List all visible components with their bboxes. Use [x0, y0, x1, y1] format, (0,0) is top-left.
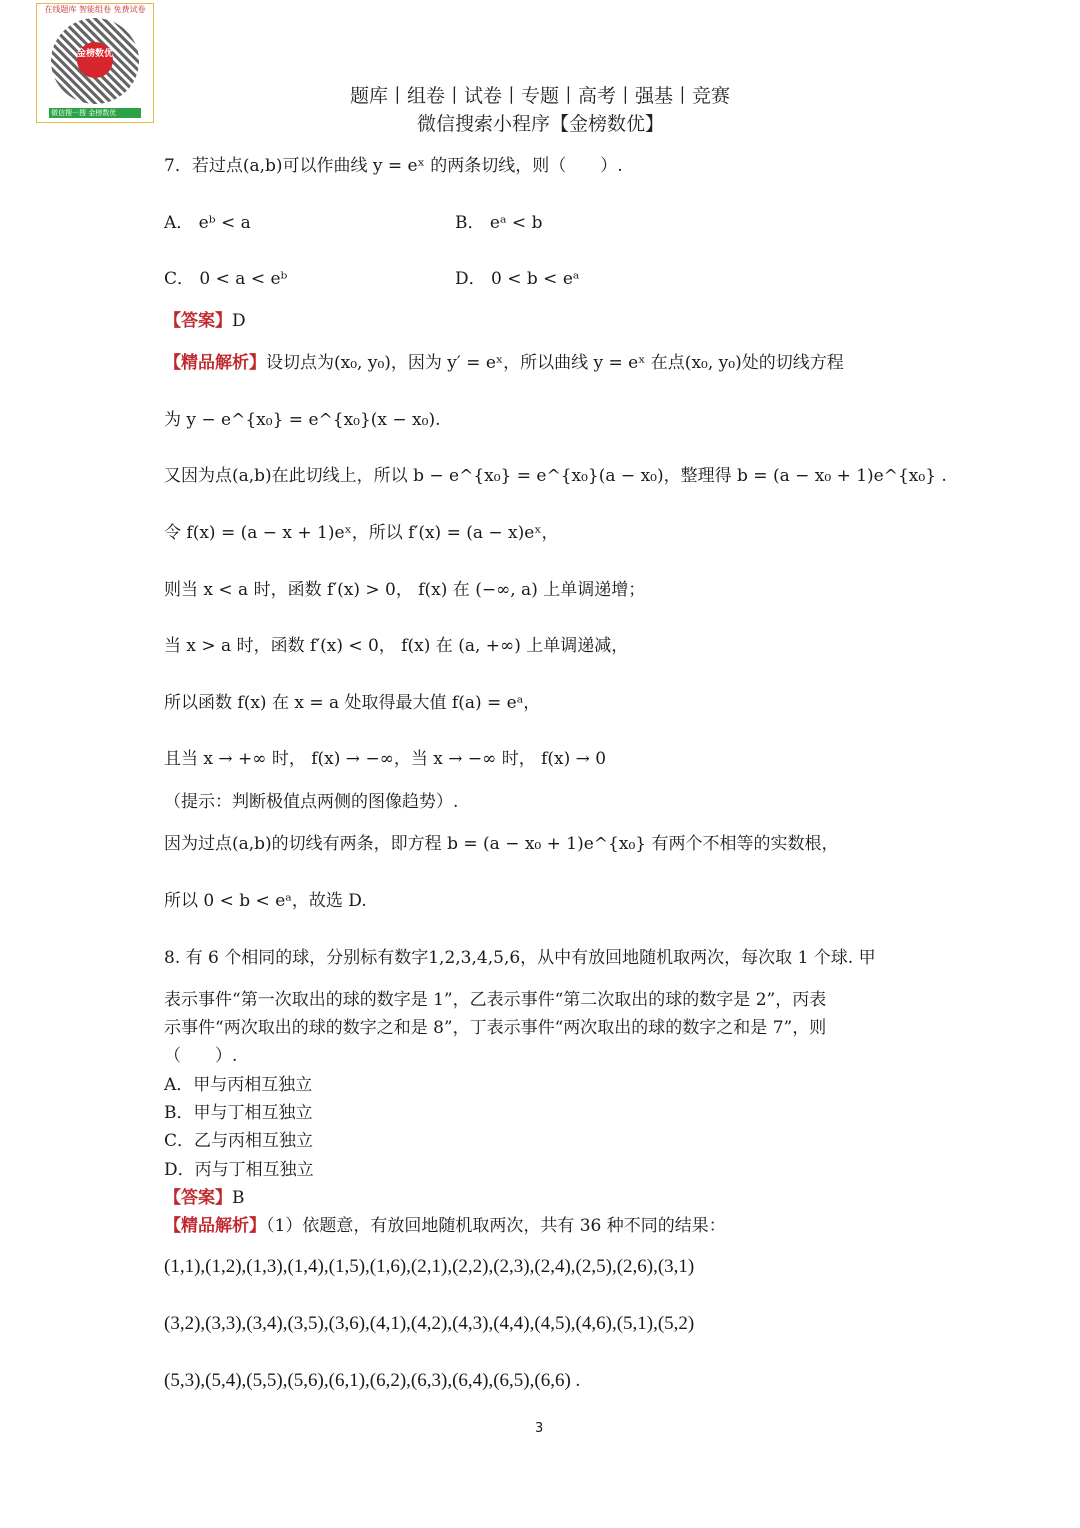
q7-analysis-line: 所以 0 < b < eᵃ，故选 D.	[164, 891, 367, 911]
q8-option-d: D．丙与丁相互独立	[164, 1160, 314, 1180]
q8-option-a: A．甲与丙相互独立	[164, 1075, 313, 1095]
analysis-tag: 【精品解析】	[164, 353, 266, 373]
q7-stem: 7．若过点(a,b)可以作曲线 y = eˣ 的两条切线，则（ ）.	[164, 156, 623, 176]
q7-analysis-line: 又因为点(a,b)在此切线上，所以 b − e^{x₀} = e^{x₀}(a − x₀)，整理得 b = (a − x₀ + 1)e^{x₀} .	[164, 466, 947, 486]
q7-analysis-line: 因为过点(a,b)的切线有两条，即方程 b = (a − x₀ + 1)e^{x₀} 有两个不相等的实数根，	[164, 834, 839, 854]
q7-option-c: C． 0 < a < eᵇ	[164, 269, 288, 289]
q7-answer	[164, 309, 246, 333]
q8-outcomes-line: (3,2),(3,3),(3,4),(3,5),(3,6),(4,1),(4,2),(4,3),(4,4),(4,5),(4,6),(5,1),(5,2)	[164, 1313, 695, 1334]
q7-option-d: D． 0 < b < eᵃ	[455, 269, 580, 289]
q8-option-b: B．甲与丁相互独立	[164, 1103, 313, 1123]
answer-tag: 【答案】	[164, 311, 232, 331]
q7-analysis-line: 当 x > a 时，函数 f′(x) < 0， f(x) 在 (a, +∞) 上单调递减，	[164, 636, 629, 656]
q7-analysis-line: 且当 x → +∞ 时， f(x) → −∞，当 x → −∞ 时， f(x) → 0	[164, 749, 607, 769]
q7-analysis-line: 所以函数 f(x) 在 x = a 处取得最大值 f(a) = eᵃ，	[164, 693, 541, 713]
q8-stem-line: （ ）.	[164, 1046, 238, 1066]
wechat-search-bar	[49, 108, 141, 118]
q8-answer	[164, 1186, 245, 1210]
q8-outcomes-line: (1,1),(1,2),(1,3),(1,4),(1,5),(1,6),(2,1),(2,2),(2,3),(2,4),(2,5),(2,6),(3,1)	[164, 1256, 695, 1277]
q8-outcomes-line: (5,3),(5,4),(5,5),(5,6),(6,1),(6,2),(6,3),(6,4),(6,5),(6,6) .	[164, 1370, 581, 1391]
q7-option-b: B． eᵃ < b	[455, 213, 543, 233]
q7-analysis-line	[164, 351, 844, 375]
q7-analysis-line: 则当 x < a 时，函数 f′(x) > 0， f(x) 在 (−∞, a) 上单调递增；	[164, 580, 646, 600]
logo-qr-code	[36, 3, 154, 123]
logo-arc-text: 在线题库 智能组卷 免费试卷	[44, 5, 146, 14]
q8-stem-line: 表示事件“第一次取出的球的数字是 1”，乙表示事件“第二次取出的球的数字是 2”，丙表	[164, 990, 827, 1010]
q8-stem-line: 示事件“两次取出的球的数字之和是 8”，丁表示事件“两次取出的球的数字之和是 7”，则	[164, 1018, 827, 1038]
header-nav: 题库丨组卷丨试卷丨专题丨高考丨强基丨竞赛	[350, 85, 731, 107]
answer-tag: 【答案】	[164, 1188, 232, 1208]
analysis-tag: 【精品解析】	[164, 1216, 266, 1236]
q7-analysis-hint: （提示：判断极值点两侧的图像趋势）.	[164, 792, 459, 812]
logo-seal: 金榜数优	[77, 42, 113, 78]
wechat-search-text: 微信搜一搜 金榜数优	[51, 109, 117, 117]
answer-value: D	[232, 311, 246, 331]
q7-analysis-line: 为 y − e^{x₀} = e^{x₀}(x − x₀).	[164, 410, 441, 430]
q8-option-c: C．乙与丙相互独立	[164, 1131, 314, 1151]
q8-stem-line: 8. 有 6 个相同的球，分别标有数字1,2,3,4,5,6，从中有放回地随机取两次，每次取 1 个球. 甲	[164, 948, 876, 968]
q7-option-a: A． eᵇ < a	[164, 213, 251, 233]
page-number: 3	[535, 1421, 544, 1436]
q8-analysis-intro	[164, 1214, 726, 1238]
answer-value: B	[232, 1188, 245, 1208]
analysis-text: 设切点为(x₀, y₀)，因为 y′ = eˣ，所以曲线 y = eˣ 在点(x₀, y₀)处的切线方程	[266, 353, 844, 373]
analysis-text: （1）依题意，有放回地随机取两次，共有 36 种不同的结果：	[266, 1216, 726, 1236]
header-miniprogram: 微信搜索小程序【金榜数优】	[417, 113, 665, 135]
q7-analysis-line: 令 f(x) = (a − x + 1)eˣ，所以 f′(x) = (a − x)eˣ，	[164, 523, 559, 543]
